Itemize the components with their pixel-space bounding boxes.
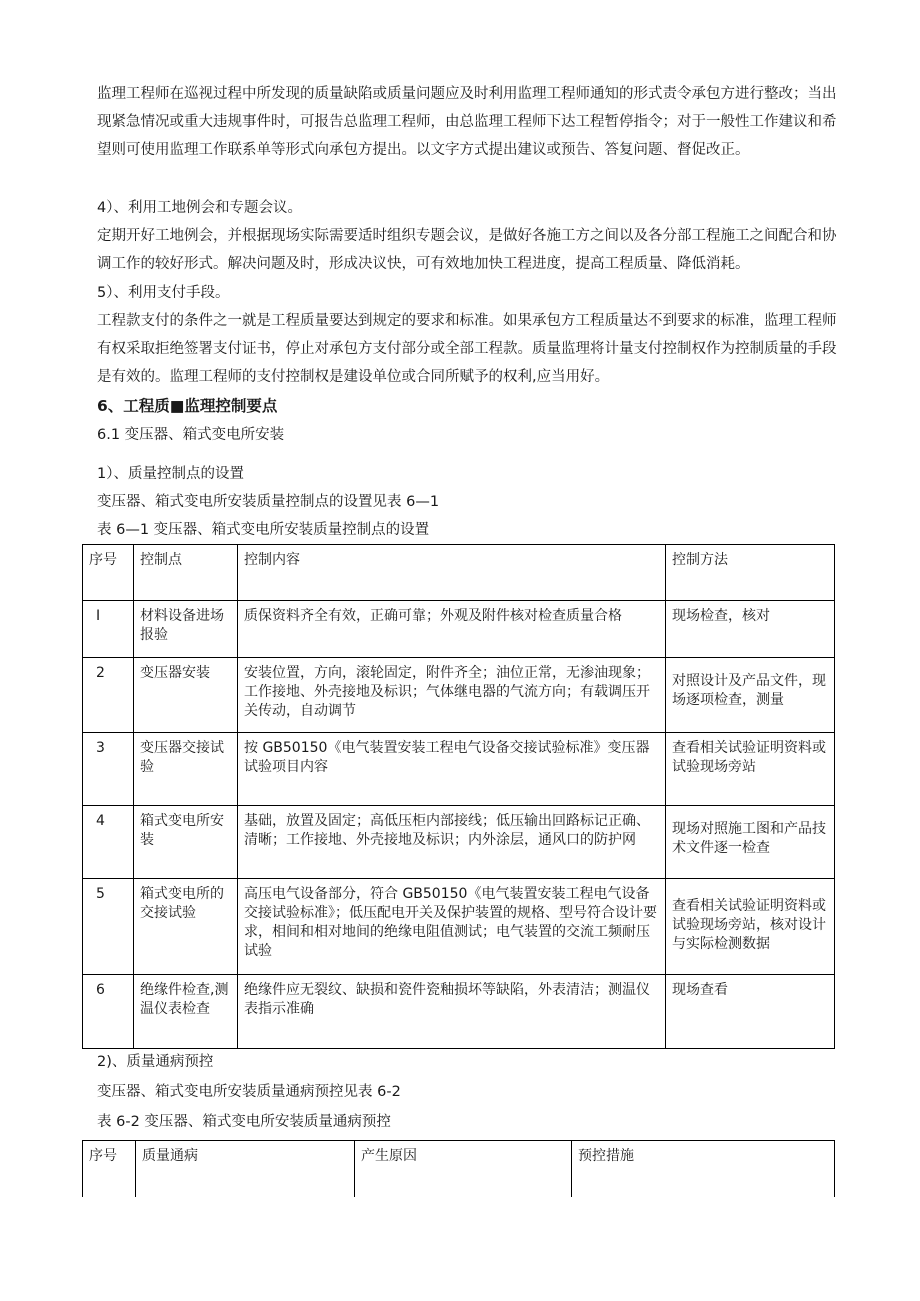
- subsection-1-title: 1）、质量控制点的设置: [97, 466, 244, 482]
- header-prevention: 预控措施: [572, 1141, 835, 1197]
- table-row: [83, 658, 835, 733]
- control-points-table: [82, 544, 835, 1049]
- row-control-content: 质保资料齐全有效，正确可靠；外观及附件核对检查质量合格: [238, 601, 666, 658]
- table-1-caption: 表 6—1 变压器、箱式变电所安装质量控制点的设置: [97, 522, 430, 538]
- row-no: 3: [83, 733, 134, 806]
- table-row: [83, 879, 835, 975]
- row-control-method: 现场查看: [666, 975, 835, 1049]
- row-control-method: 现场检查，核对: [666, 601, 835, 658]
- header-cause: 产生原因: [355, 1141, 572, 1197]
- table-2-reference: 变压器、箱式变电所安装质量通病预控见表 6-2: [97, 1084, 401, 1100]
- table-row: [83, 733, 835, 806]
- row-control-content: 高压电气设备部分，符合 GB50150《电气装置安装工程电气设备交接试验标准》；低压配电开关及保护装置的规格、型号符合设计要求，相间和相对地间的绝缘电阻值测试；电气装置的交流工频耐压试验: [238, 879, 666, 975]
- table-2-caption: 表 6-2 变压器、箱式变电所安装质量通病预控: [97, 1114, 391, 1130]
- header-defect: 质量通病: [136, 1141, 355, 1197]
- table-row: [83, 601, 835, 658]
- item4-heading: 4）、利用工地例会和专题会议。: [97, 200, 302, 216]
- table-header-row: [83, 545, 835, 601]
- section-6-title: 6、工程质■监理控制要点: [97, 397, 278, 415]
- row-control-point: 绝缘件检查,测温仪表检查: [134, 975, 238, 1049]
- row-control-content: 绝缘件应无裂纹、缺损和瓷件瓷釉损坏等缺陷，外表清洁；测温仪表指示准确: [238, 975, 666, 1049]
- row-control-content: 基础，放置及固定；高低压柜内部接线；低压输出回路标记正确、清晰；工作接地、外壳接地及标识；内外涂层，通风口的防护网: [238, 806, 666, 879]
- paragraph-notice: 监理工程师在巡视过程中所发现的质量缺陷或质量问题应及时利用监理工程师通知的形式责令承包方进行整改；当出现紧急情况或重大违规事件时，可报告总监理工程师，由总监理工程师下达工程暂停指令；对于一般性工作建议和希望则可使用监理工作联系单等形式向承包方提出。以文字方式提出建议或预告、答复问题、督促改正。: [97, 86, 837, 158]
- row-no: 6: [83, 975, 134, 1049]
- row-control-point: 变压器安装: [134, 658, 238, 733]
- row-control-point: 材料设备进场报验: [134, 601, 238, 658]
- subsection-2-title: 2)、质量通病预控: [97, 1054, 214, 1070]
- row-control-method: 对照设计及产品文件，现场逐项检查，测量: [666, 658, 835, 733]
- row-no: I: [83, 601, 134, 658]
- header-no: 序号: [83, 1141, 136, 1197]
- row-control-method: 查看相关试验证明资料或试验现场旁站: [666, 733, 835, 806]
- row-control-content: 按 GB50150《电气装置安装工程电气设备交接试验标准》变压器试验项目内容: [238, 733, 666, 806]
- section-6-1-title: 6.1 变压器、箱式变电所安装: [97, 427, 285, 443]
- row-control-content: 安装位置，方向，滚轮固定，附件齐全；油位正常，无渗油现象；工作接地、外壳接地及标识；气体继电器的气流方向；有载调压开关传动，自动调节: [238, 658, 666, 733]
- row-control-method: 现场对照施工图和产品技术文件逐一检查: [666, 806, 835, 879]
- header-no: 序号: [83, 545, 134, 601]
- header-control-content: 控制内容: [238, 545, 666, 601]
- table-header-row: [83, 1141, 835, 1197]
- table-1-reference: 变压器、箱式变电所安装质量控制点的设置见表 6—1: [97, 494, 440, 510]
- table-row: [83, 975, 835, 1049]
- header-control-point: 控制点: [134, 545, 238, 601]
- row-control-point: 变压器交接试验: [134, 733, 238, 806]
- row-control-point: 箱式变电所安装: [134, 806, 238, 879]
- paragraph-payment: 工程款支付的条件之一就是工程质量要达到规定的要求和标准。如果承包方工程质量达不到要求的标准，监理工程师有权采取拒绝签署支付证书，停止对承包方支付部分或全部工程款。质量监理将计量支付控制权作为控制质量的手段是有效的。监理工程师的支付控制权是建设单位或合同所赋予的权利,应当用好。: [97, 313, 837, 385]
- row-no: 2: [83, 658, 134, 733]
- common-defects-table: [82, 1140, 835, 1197]
- row-control-point: 箱式变电所的交接试验: [134, 879, 238, 975]
- header-control-method: 控制方法: [666, 545, 835, 601]
- row-no: 5: [83, 879, 134, 975]
- table-row: [83, 806, 835, 879]
- row-control-method: 查看相关试验证明资料或试验现场旁站，核对设计与实际检测数据: [666, 879, 835, 975]
- item5-heading: 5）、利用支付手段。: [97, 285, 230, 301]
- row-no: 4: [83, 806, 134, 879]
- paragraph-meetings: 定期开好工地例会，并根据现场实际需要适时组织专题会议，是做好各施工方之间以及各分部工程施工之间配合和协调工作的较好形式。解决问题及时，形成决议快，可有效地加快工程进度，提高工程质量、降低消耗。: [97, 228, 837, 272]
